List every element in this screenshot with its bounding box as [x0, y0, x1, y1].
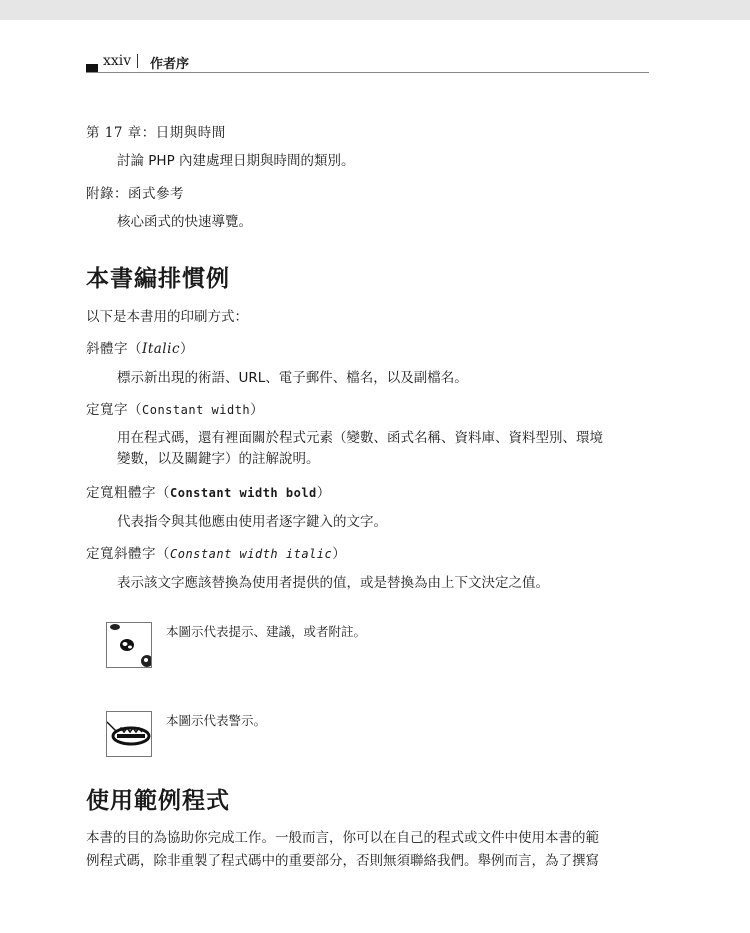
constant-width-italic-label: 定寬斜體字（Constant width italic） [86, 546, 347, 562]
conventions-heading: 本書編排慣例 [86, 266, 230, 292]
header-separator [137, 54, 138, 68]
header-marker [86, 64, 98, 72]
viewer-top-bar [0, 0, 750, 20]
chapter-17-label: 第 17 章：日期與時間 [86, 125, 226, 141]
tip-note: 本圖示代表提示、建議，或者附註。 [166, 624, 367, 639]
constant-width-bold-desc: 代表指令與其他應由使用者逐字鍵入的文字。 [117, 514, 387, 530]
constant-width-bold-label: 定寬粗體字（Constant width bold） [86, 485, 331, 501]
warning-note: 本圖示代表警示。 [166, 713, 267, 728]
warning-trap-icon [106, 711, 152, 757]
section-title: 作者序 [150, 57, 190, 72]
header-rule [86, 72, 649, 73]
examples-text-2: 例程式碼，除非重製了程式碼中的重要部分，否則無須聯絡我們。舉例而言，為了撰寫 [86, 853, 599, 869]
conventions-intro: 以下是本書用的印刷方式： [86, 309, 248, 325]
tip-icon [106, 622, 152, 668]
constant-width-desc-2: 變數，以及關鍵字）的註解說明。 [117, 451, 320, 467]
italic-desc: 標示新出現的術語、URL、電子郵件、檔名，以及副檔名。 [117, 370, 468, 386]
constant-width-label: 定寬字（Constant width） [86, 402, 265, 418]
appendix-desc: 核心函式的快速導覽。 [117, 214, 252, 230]
constant-width-desc-1: 用在程式碼，還有裡面關於程式元素（變數、函式名稱、資料庫、資料型別、環境 [117, 430, 603, 446]
running-header [86, 52, 649, 74]
examples-heading: 使用範例程式 [86, 788, 230, 814]
examples-text-1: 本書的目的為協助你完成工作。一般而言，你可以在自己的程式或文件中使用本書的範 [86, 830, 599, 846]
constant-width-italic-desc: 表示該文字應該替換為使用者提供的值，或是替換為由上下文決定之值。 [117, 575, 549, 591]
chapter-17-desc: 討論 PHP 內建處理日期與時間的類別。 [117, 153, 355, 169]
appendix-label: 附錄：函式參考 [86, 186, 184, 202]
italic-label: 斜體字（Italic） [86, 341, 195, 357]
page-number: xxiv [103, 53, 132, 69]
